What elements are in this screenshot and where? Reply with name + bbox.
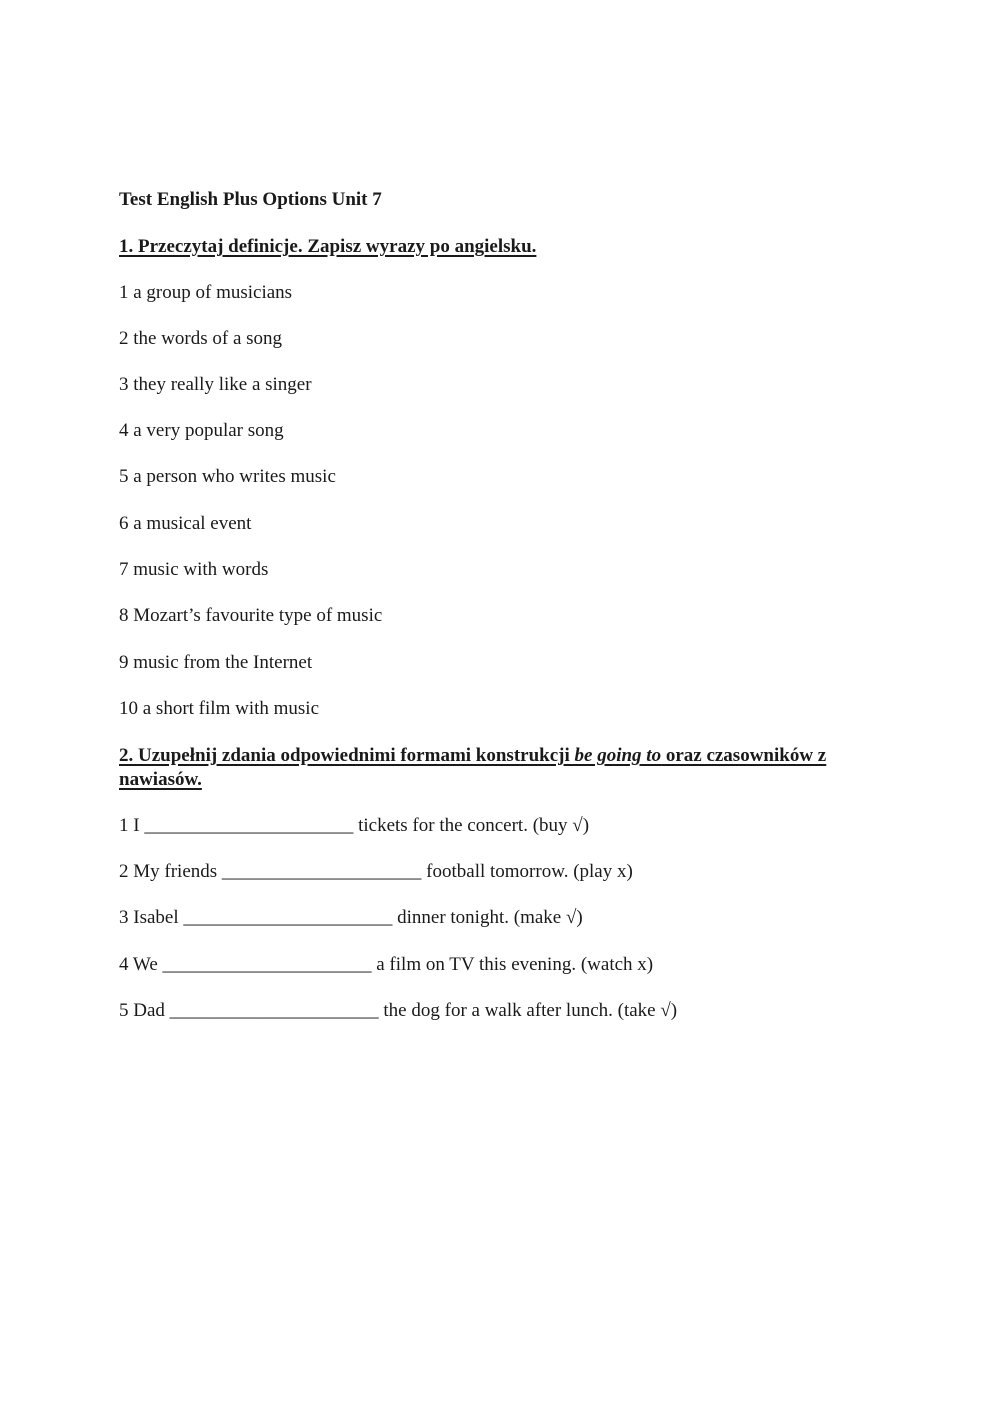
gap-fill-sentence-2: 2 My friends _____________________ football tomorrow. (play x) xyxy=(119,861,633,882)
definition-item-6: 6 a musical event xyxy=(119,513,252,534)
definition-item-9: 9 music from the Internet xyxy=(119,652,313,673)
definition-item-5: 5 a person who writes music xyxy=(119,466,336,487)
definition-item-10: 10 a short film with music xyxy=(119,698,320,719)
gap-fill-sentence-4: 4 We ______________________ a film on TV this evening. (watch x) xyxy=(119,954,654,975)
definition-item-1: 1 a group of musicians xyxy=(119,282,293,303)
section-2-heading-italic: be going to xyxy=(574,745,662,766)
document-title: Test English Plus Options Unit 7 xyxy=(119,189,382,210)
definition-item-4: 4 a very popular song xyxy=(119,420,284,441)
section-1-heading: 1. Przeczytaj definicje. Zapisz wyrazy po angielsku. xyxy=(119,236,537,257)
gap-fill-sentence-5: 5 Dad ______________________ the dog for a walk after lunch. (take √) xyxy=(119,1000,678,1021)
gap-fill-sentence-3: 3 Isabel ______________________ dinner tonight. (make √) xyxy=(119,907,583,928)
gap-fill-sentence-1: 1 I ______________________ tickets for the concert. (buy √) xyxy=(119,815,590,836)
definition-item-8: 8 Mozart’s favourite type of music xyxy=(119,605,383,626)
definition-item-7: 7 music with words xyxy=(119,559,269,580)
section-2-heading xyxy=(119,744,879,792)
definition-item-3: 3 they really like a singer xyxy=(119,374,312,395)
section-2-heading-part1: 2. Uzupełnij zdania odpowiednimi formami konstrukcji xyxy=(119,745,575,766)
definition-item-2: 2 the words of a song xyxy=(119,328,283,349)
section-2-heading-part2: oraz czasowników z nawiasów. xyxy=(119,745,827,790)
